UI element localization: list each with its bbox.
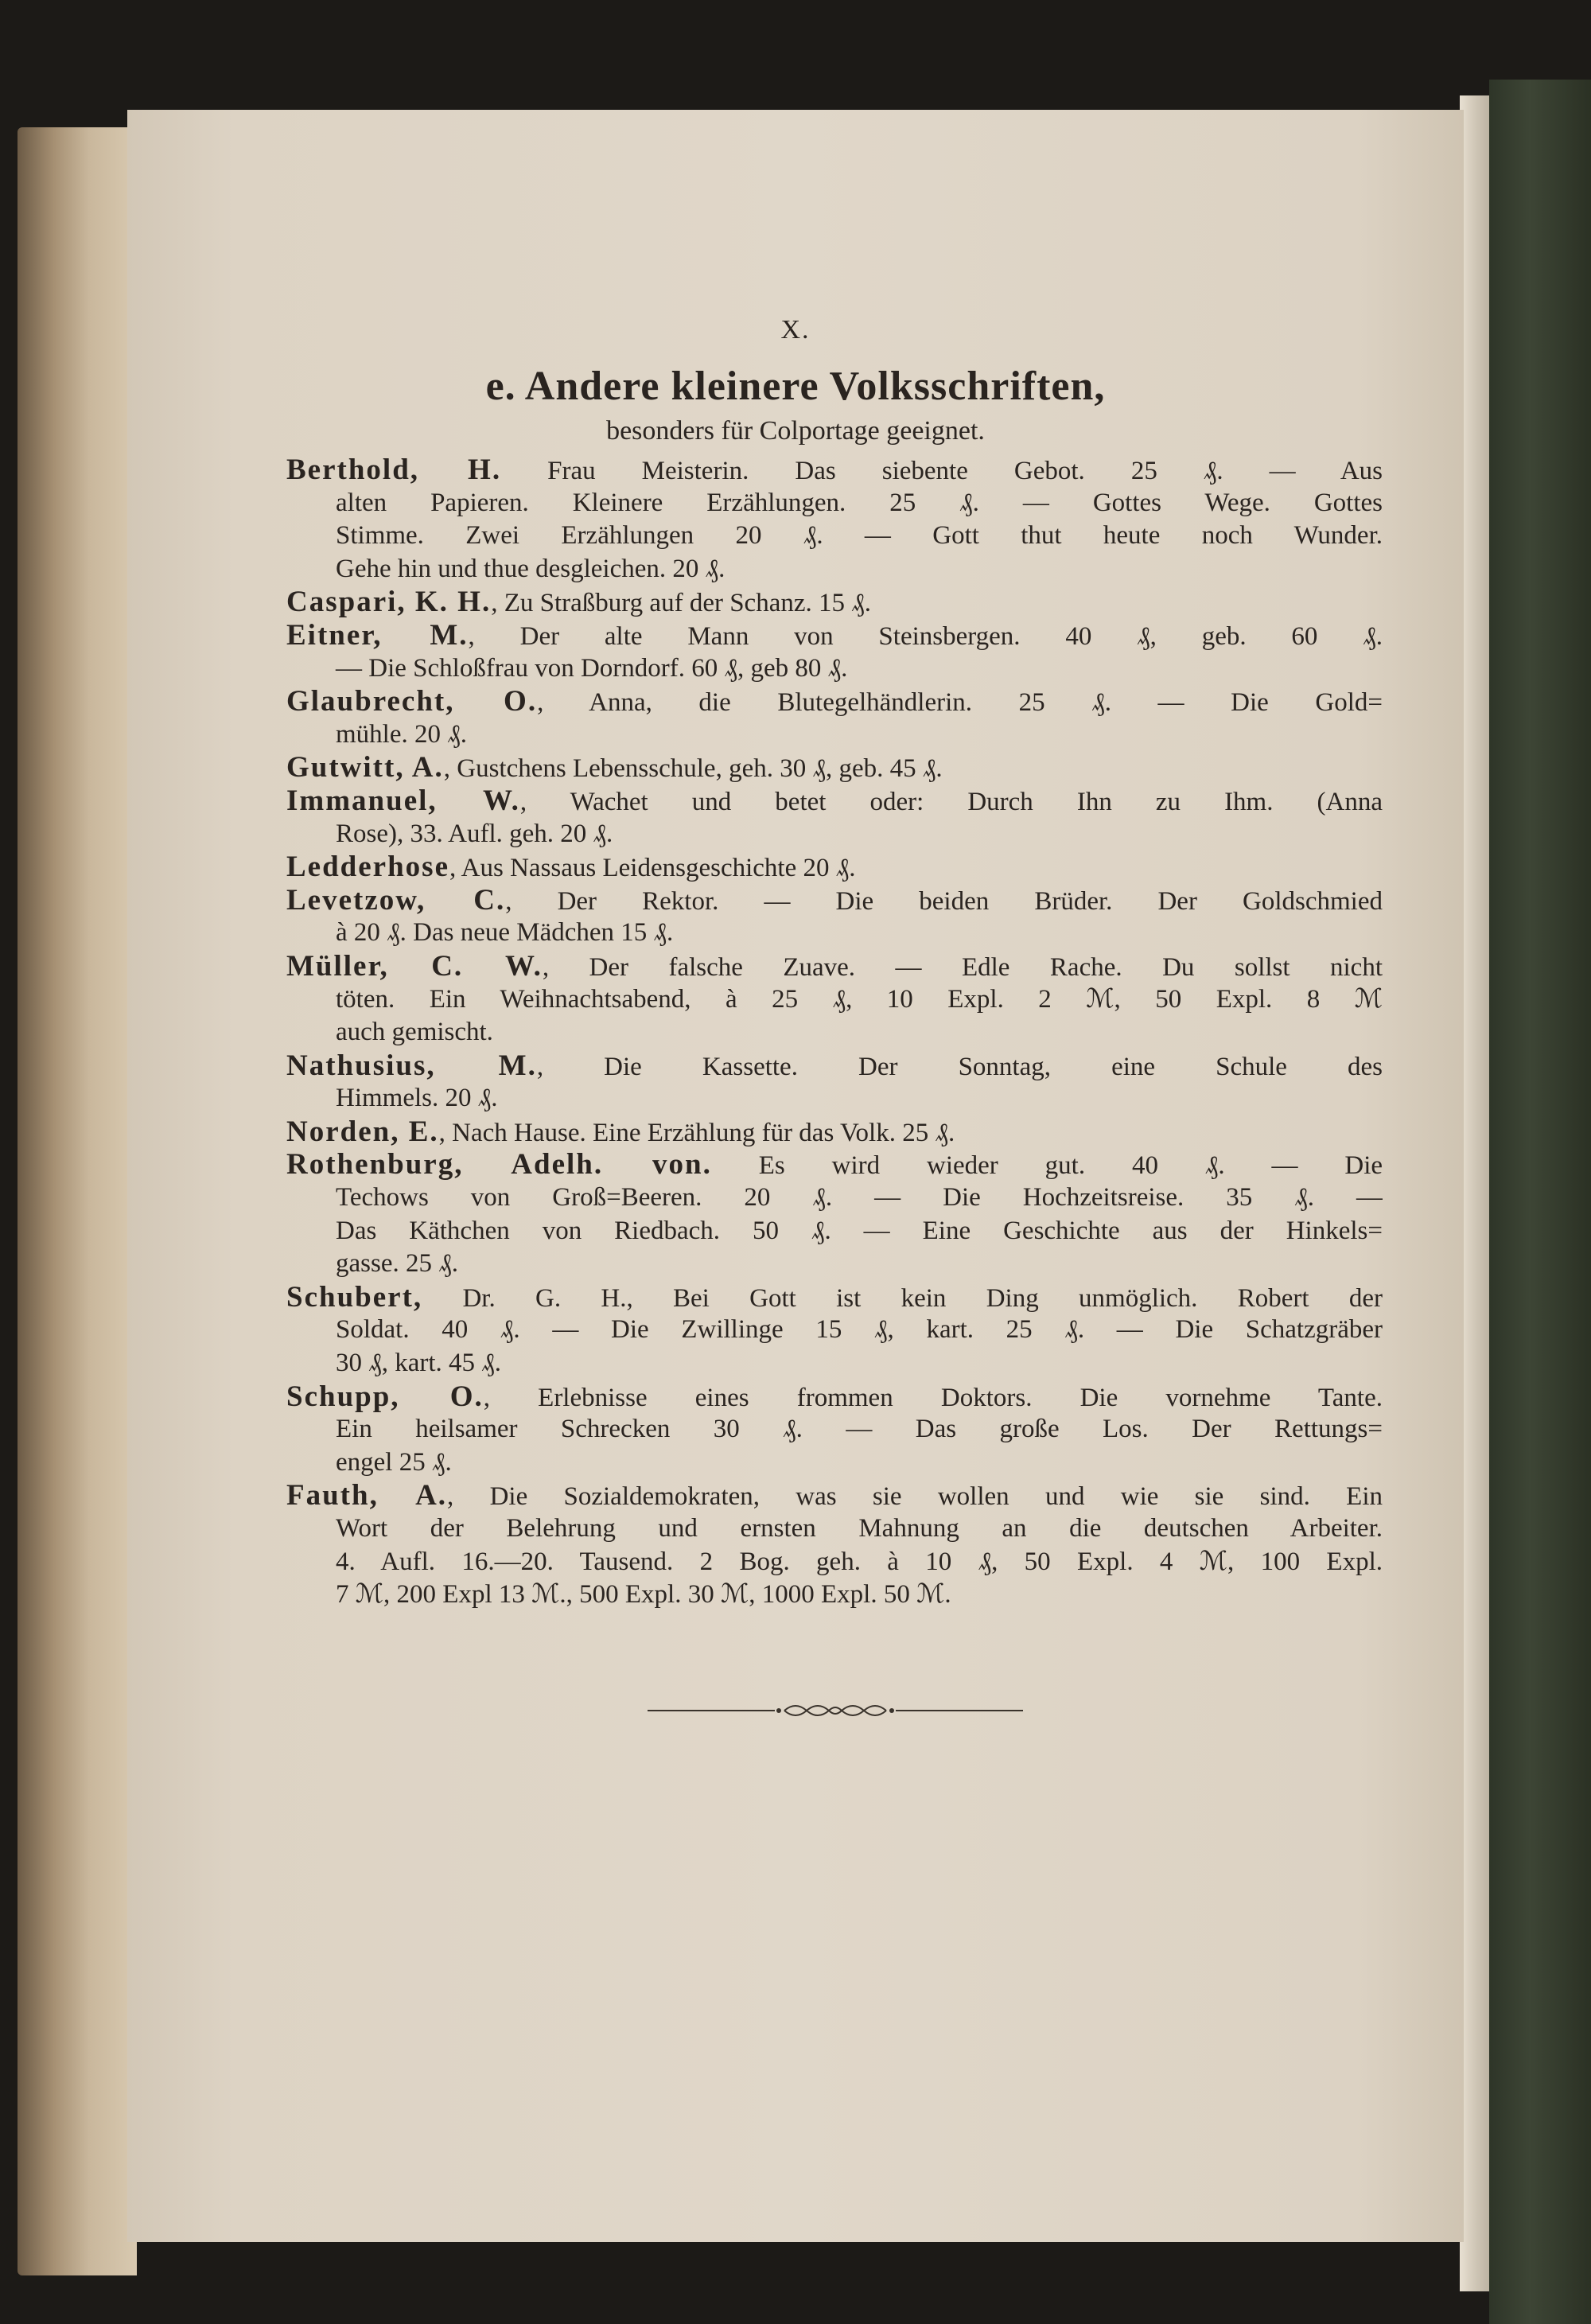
entry-line (286, 1115, 1383, 1149)
list-item (286, 1380, 1383, 1480)
entry-line (286, 718, 1383, 752)
entry-line (286, 685, 1383, 718)
entry-line (286, 652, 1383, 686)
section-subheading: besonders für Colportage geeignet. (606, 416, 985, 446)
list-item (286, 619, 1383, 685)
entry-line (286, 1479, 1383, 1512)
list-item (286, 784, 1383, 851)
entry-author: Eitner, M. (286, 618, 469, 652)
list-item (286, 751, 1383, 784)
entry-text: Frau Meisterin. Das siebente Gebot. 25 ₰. — Aus (501, 457, 1383, 485)
book-page (127, 110, 1464, 2242)
entry-author: Müller, C. W. (286, 949, 543, 983)
entry-line (286, 586, 1383, 619)
entry-text: Techows von Groß=Beeren. 20 ₰. — Die Hochzeitsreise. 35 ₰. — (336, 1183, 1383, 1213)
entry-line (286, 1314, 1383, 1347)
entry-text: mühle. 20 ₰. (336, 719, 467, 749)
entry-line (286, 487, 1383, 520)
entry-text: , Gustchens Lebensschule, geh. 30 ₰, geb. 45 ₰. (443, 754, 943, 784)
entry-line (286, 1281, 1383, 1314)
entry-text: — Die Schloßfrau von Dorndorf. 60 ₰, geb 80 ₰. (336, 653, 848, 683)
entry-line (286, 851, 1383, 884)
entry-author: Rothenburg, Adelh. von. (286, 1148, 712, 1181)
entry-line (286, 751, 1383, 784)
entry-text: Soldat. 40 ₰. — Die Zwillinge 15 ₰, kart. 25 ₰. — Die Schatzgräber (336, 1315, 1383, 1345)
entry-text: , Wachet und betet oder: Durch Ihn zu Ihm. (Anna (519, 787, 1383, 816)
list-item (286, 454, 1383, 586)
list-item (286, 1479, 1383, 1611)
entry-author: Caspari, K. H. (286, 586, 492, 619)
entry-author: Levetzow, C. (286, 883, 506, 917)
list-item (286, 884, 1383, 950)
entry-text: , Anna, die Blutegelhändlerin. 25 ₰. — Die Gold= (537, 688, 1383, 718)
entry-text: Rose), 33. Aufl. geh. 20 ₰. (336, 819, 613, 848)
entry-author: Schubert, (286, 1280, 423, 1314)
ornament-divider-icon (648, 1701, 1023, 1720)
entry-text: , Erlebnisse eines frommen Doktors. Die vornehme Tante. (483, 1383, 1383, 1412)
entry-text: 7 ℳ, 200 Expl 13 ℳ., 500 Expl. 30 ℳ, 1000 Expl. 50 ℳ. (336, 1580, 951, 1610)
entry-text: 4. Aufl. 16.—20. Tausend. 2 Bog. geh. à 10 ₰, 50 Expl. 4 ℳ, 100 Expl. (336, 1547, 1383, 1576)
entry-line (286, 1016, 1383, 1049)
entry-text: , Der Rektor. — Die beiden Brüder. Der Goldschmied (505, 886, 1383, 916)
entry-line (286, 784, 1383, 818)
entry-text: gasse. 25 ₰. (336, 1249, 458, 1279)
entry-author: Immanuel, W. (286, 784, 520, 817)
entry-line (286, 1380, 1383, 1414)
entry-text: Das Käthchen von Riedbach. 50 ₰. — Eine Geschichte aus der Hinkels= (336, 1216, 1383, 1245)
entry-line (286, 1049, 1383, 1083)
entry-text: , Der falsche Zuave. — Edle Rache. Du sollst nicht (542, 952, 1383, 982)
entry-line (286, 950, 1383, 983)
page-edges-left (18, 127, 137, 2275)
entry-text: , Nach Hause. Eine Erzählung für das Volk. 25 ₰. (438, 1118, 955, 1147)
entry-line (286, 1446, 1383, 1480)
list-item (286, 586, 1383, 619)
entry-text: à 20 ₰. Das neue Mädchen 15 ₰. (336, 918, 674, 948)
entry-text: Ein heilsamer Schrecken 30 ₰. — Das große Los. Der Rettungs= (336, 1415, 1383, 1444)
list-item (286, 685, 1383, 751)
entry-author: Glaubrecht, O. (286, 685, 538, 718)
entry-line (286, 619, 1383, 652)
entry-list (286, 454, 1383, 1612)
entry-author: Norden, E. (286, 1115, 439, 1148)
entry-text: Wort der Belehrung und ernsten Mahnung an die deutschen Arbeiter. (336, 1514, 1383, 1543)
page-folio: X. (780, 315, 811, 345)
entry-text: Dr. G. H., Bei Gott ist kein Ding unmöglich. Robert der (422, 1283, 1383, 1313)
section-heading: e. Andere kleinere Volksschriften, (485, 364, 1106, 409)
entry-text: auch gemischt. (336, 1018, 493, 1047)
entry-text: , Die Sozialdemokraten, was sie wollen und wie sie sind. Ein (447, 1482, 1383, 1512)
entry-text: Stimme. Zwei Erzählungen 20 ₰. — Gott thut heute noch Wunder. (336, 521, 1383, 551)
entry-text: Himmels. 20 ₰. (336, 1084, 498, 1113)
list-item (286, 950, 1383, 1049)
entry-text: töten. Ein Weihnachtsabend, à 25 ₰, 10 Expl. 2 ℳ, 50 Expl. 8 ℳ (336, 984, 1383, 1014)
entry-line (286, 1248, 1383, 1281)
entry-line (286, 917, 1383, 950)
entry-text: alten Papieren. Kleinere Erzählungen. 25 ₰. — Gottes Wege. Gottes (336, 488, 1383, 517)
entry-text: , Die Kassette. Der Sonntag, eine Schule des (536, 1052, 1383, 1081)
entry-line (286, 454, 1383, 487)
entry-text: , Der alte Mann von Steinsbergen. 40 ₰, geb. 60 ₰. (468, 621, 1383, 651)
entry-line (286, 1347, 1383, 1380)
entry-line (286, 884, 1383, 917)
entry-text: 30 ₰, kart. 45 ₰. (336, 1349, 502, 1378)
entry-text: Gehe hin und thue desgleichen. 20 ₰. (336, 554, 725, 583)
entry-author: Fauth, A. (286, 1479, 448, 1512)
entry-text: Es wird wieder gut. 40 ₰. — Die (711, 1151, 1383, 1181)
list-item (286, 851, 1383, 884)
entry-author: Berthold, H. (286, 454, 502, 486)
entry-line (286, 1148, 1383, 1181)
entry-text: , Aus Nassaus Leidensgeschichte 20 ₰. (449, 854, 856, 883)
entry-text: , Zu Straßburg auf der Schanz. 15 ₰. (491, 589, 871, 618)
entry-line (286, 1579, 1383, 1612)
entry-text: engel 25 ₰. (336, 1447, 452, 1477)
entry-line (286, 1082, 1383, 1115)
book-cover (1489, 80, 1591, 2324)
entry-author: Nathusius, M. (286, 1049, 537, 1082)
entry-author: Ledderhose (286, 851, 449, 884)
entry-line (286, 818, 1383, 851)
page-edges-right (1460, 95, 1492, 2291)
entry-line (286, 1546, 1383, 1579)
list-item (286, 1049, 1383, 1115)
list-item (286, 1281, 1383, 1380)
entry-line (286, 520, 1383, 553)
entry-author: Gutwitt, A. (286, 751, 444, 784)
entry-line (286, 1413, 1383, 1446)
entry-line (286, 983, 1383, 1017)
entry-line (286, 1512, 1383, 1546)
entry-author: Schupp, O. (286, 1380, 484, 1413)
list-item (286, 1115, 1383, 1149)
entry-line (286, 1181, 1383, 1215)
entry-line (286, 553, 1383, 586)
list-item (286, 1148, 1383, 1280)
entry-line (286, 1215, 1383, 1248)
